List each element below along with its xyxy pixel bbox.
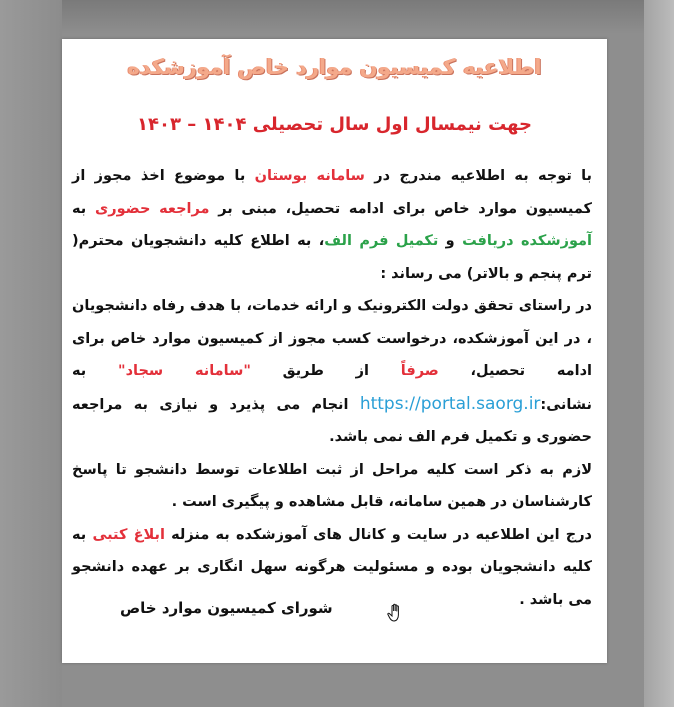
sajad-text-1: در راستای تحقق دولت الکترونیک و ارائه خدمات، با هدف رفاه دانشجویان ، در این آموزشکده، درخواست کسب مجوز از کمیسیون موارد خاص برای ادامه تحصیل، [72, 298, 592, 379]
paragraph-sajad [72, 290, 592, 454]
sajad-text-3: به نشانی: [72, 363, 592, 413]
official-text-2: به کلیه دانشجویان بوده و مسئولیت هرگونه سهل انگاری بر عهده دانشجو می باشد . [72, 526, 592, 608]
in-person-visit-highlight: مراجعه حضوری [94, 200, 210, 217]
written-notice-highlight: ابلاغ کتبی [92, 526, 165, 543]
intro-text-1: با توجه به اطلاعیه مندرج در [364, 168, 593, 184]
notice-document [62, 39, 607, 663]
screen-frame-top [0, 0, 674, 34]
signature: شورای کمیسیون موارد خاص [120, 599, 333, 617]
notice-body [72, 160, 592, 616]
screen-frame-left [0, 0, 62, 707]
official-text-1: درج این اطلاعیه در سایت و کانال های آموزشکده به منزله [164, 526, 592, 543]
receive-highlight: دریافت [462, 233, 514, 249]
only-highlight: صرفاً [400, 363, 439, 379]
bustan-system-highlight: سامانه بوستان [254, 168, 365, 184]
portal-url-link[interactable]: https://portal.saorg.ir [359, 393, 541, 414]
notice-subtitle: جهت نیمسال اول سال تحصیلی ۱۴۰۴ – ۱۴۰۳ [137, 114, 532, 135]
intro-text-2: با موضوع اخذ مجوز از کمیسیون موارد خاص برای ادامه تحصیل، مبنی بر [72, 168, 592, 217]
form-alef-highlight: تکمیل فرم الف [324, 233, 439, 249]
sajad-system-highlight: "سامانه سجاد" [118, 363, 251, 379]
academy-highlight: آموزشکده [520, 233, 592, 249]
screen-frame-right [644, 0, 674, 707]
intro-text-4: و [438, 233, 463, 249]
paragraph-tracking: لازم به ذکر است کلیه مراحل از ثبت اطلاعات توسط دانشجو تا پاسخ کارشناسان در همین سامانه، قابل مشاهده و پیگیری است . [72, 461, 592, 510]
sajad-text-2: از طریق [250, 363, 401, 379]
intro-text-3: به [72, 200, 95, 217]
intro-text-5: ، به اطلاع کلیه دانشجویان محترم( ترم پنجم و بالاتر) می رساند : [72, 233, 592, 282]
paragraph-intro [72, 160, 592, 290]
hand-cursor-icon [387, 603, 405, 623]
sajad-text-4: انجام می پذیرد و نیازی به مراجعه حضوری و تکمیل فرم الف نمی باشد. [72, 396, 592, 445]
notice-title: اطلاعیه کمیسیون موارد خاص آموزشکده [127, 55, 542, 79]
